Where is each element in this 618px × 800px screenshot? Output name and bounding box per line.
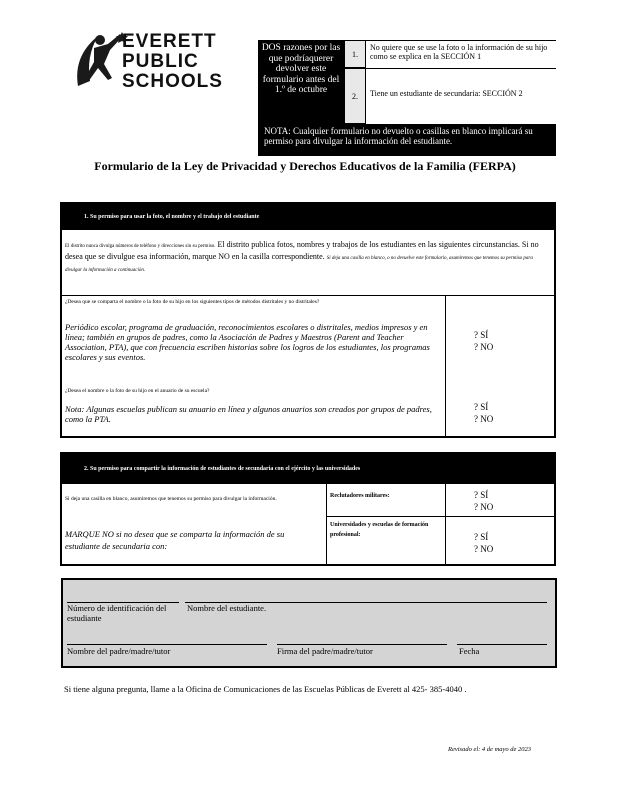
signature-line [277, 644, 447, 645]
logo-line3: SCHOOLS [122, 71, 223, 92]
section-1-intro [65, 240, 551, 276]
reasons-box [258, 40, 556, 156]
signature-label: Firma del padre/madre/tutor [277, 646, 373, 656]
logo-line2: PUBLIC [122, 51, 199, 72]
recruiters-yes-checkbox[interactable]: ? SÍ [474, 490, 489, 500]
signature-section [61, 578, 557, 668]
intro-small-text: El distrito nunca divulga números de teléfono y direcciones sin su permiso. [65, 244, 216, 249]
student-id-label: Número de identificación del estudiante [67, 603, 167, 623]
divider [445, 295, 446, 436]
q1-no-checkbox[interactable]: ? NO [474, 342, 494, 352]
divider [445, 484, 446, 564]
reason-1-text: No quiere que se use la foto o la información de su hijo como se explica en la SECCIÓN 1 [366, 40, 556, 68]
section-2-intro: Si deja una casilla en blanco, asumiremos que tenemos su permiso para divulgar la información. [65, 496, 277, 502]
divider [62, 295, 554, 296]
q2-yes-checkbox[interactable]: ? SÍ [474, 402, 489, 412]
universities-label: Universidades y escuelas de formación profesional: [330, 522, 429, 538]
recruiters-label: Reclutadores militares: [330, 493, 390, 499]
section-2-instruction: MARQUE NO si no desea que se comparta la información de su estudiante de secundaria con: [65, 529, 285, 551]
universities-yes-checkbox[interactable]: ? SÍ [474, 532, 489, 542]
q1-yes-checkbox[interactable]: ? SÍ [474, 330, 489, 340]
reasons-heading: DOS razones por las que podríaquerer devolver este formulario antes del 1.º de octubre [258, 40, 344, 124]
question-2-description: Nota: Algunas escuelas publican su anuario en línea y algunos anuarios son creados por grupos de padres, como la PTA. [65, 404, 432, 424]
question-1-description: Periódico escolar, programa de graduación, reconocimientos escolares o distritales, medios impresos y en línea; también en grupos de padres, como la Asociación de Padres y Maestros (Parent and Teacher Association, PTA), que con frecuencia escriben historias sobre los logros de los estudiantes, los programas escolares y sus eventos. [65, 322, 430, 362]
page-title: Formulario de la Ley de Privacidad y Derechos Educativos de la Familia (FERPA) [94, 159, 516, 173]
revision-date: Revisado el: 4 de mayo de 2023 [448, 746, 532, 753]
q2-no-checkbox[interactable]: ? NO [474, 414, 494, 424]
everett-logo [68, 26, 228, 98]
question-2: ¿Desea el nombre o la foto de su hijo en el anuario de su escuela? [65, 388, 210, 394]
parent-name-line [67, 644, 267, 645]
recruiters-no-checkbox[interactable]: ? NO [474, 502, 494, 512]
question-1: ¿Desea que se comparta el nombre o la foto de su hijo en los siguientes tipos de métodos distritales y no distritales? [65, 299, 320, 305]
section-1 [60, 202, 556, 438]
section-2-header: 2. Su permiso para compartir la información de estudiantes de secundaria con el ejército y las universidades [62, 454, 554, 484]
runner-figure-icon [68, 26, 128, 98]
divider [326, 516, 554, 517]
date-label: Fecha [459, 646, 480, 656]
logo-line1: EVERETT [122, 31, 217, 52]
intro-tiny-text: Si deja una casilla en blanco, o no devuelve este formulario, asumiremos que tenemos su permiso para divulgar la información a continuación. [65, 256, 533, 273]
universities-no-checkbox[interactable]: ? NO [474, 544, 494, 554]
reason-2-number: 2. [344, 68, 366, 124]
divider [326, 484, 327, 564]
reason-2-text: Tiene un estudiante de secundaria: SECCIÓN 2 [366, 68, 556, 124]
reasons-note: NOTA: Cualquier formulario no devuelto o casillas en blanco implicará su permiso para divulgar la información del estudiante. [258, 124, 556, 156]
contact-footer: Si tiene alguna pregunta, llame a la Oficina de Comunicaciones de las Escuelas Públicas de Everett al 425- 385-4040 . [64, 684, 467, 694]
intro-main-text: El distrito publica fotos, nombres y trabajos de los estudiantes en las siguientes circunstancias. Si no desea que se divulgue esa información, marque NO en la casilla correspondiente. [65, 240, 539, 261]
section-1-header: 1. Su permiso para usar la foto, el nombre y el trabajo del estudiante [62, 204, 554, 230]
section-2 [60, 452, 556, 566]
date-line [457, 644, 547, 645]
parent-name-label: Nombre del padre/madre/tutor [67, 646, 171, 656]
reason-1-number: 1. [344, 40, 366, 68]
student-name-label: Nombre del estudiante. [187, 603, 267, 613]
